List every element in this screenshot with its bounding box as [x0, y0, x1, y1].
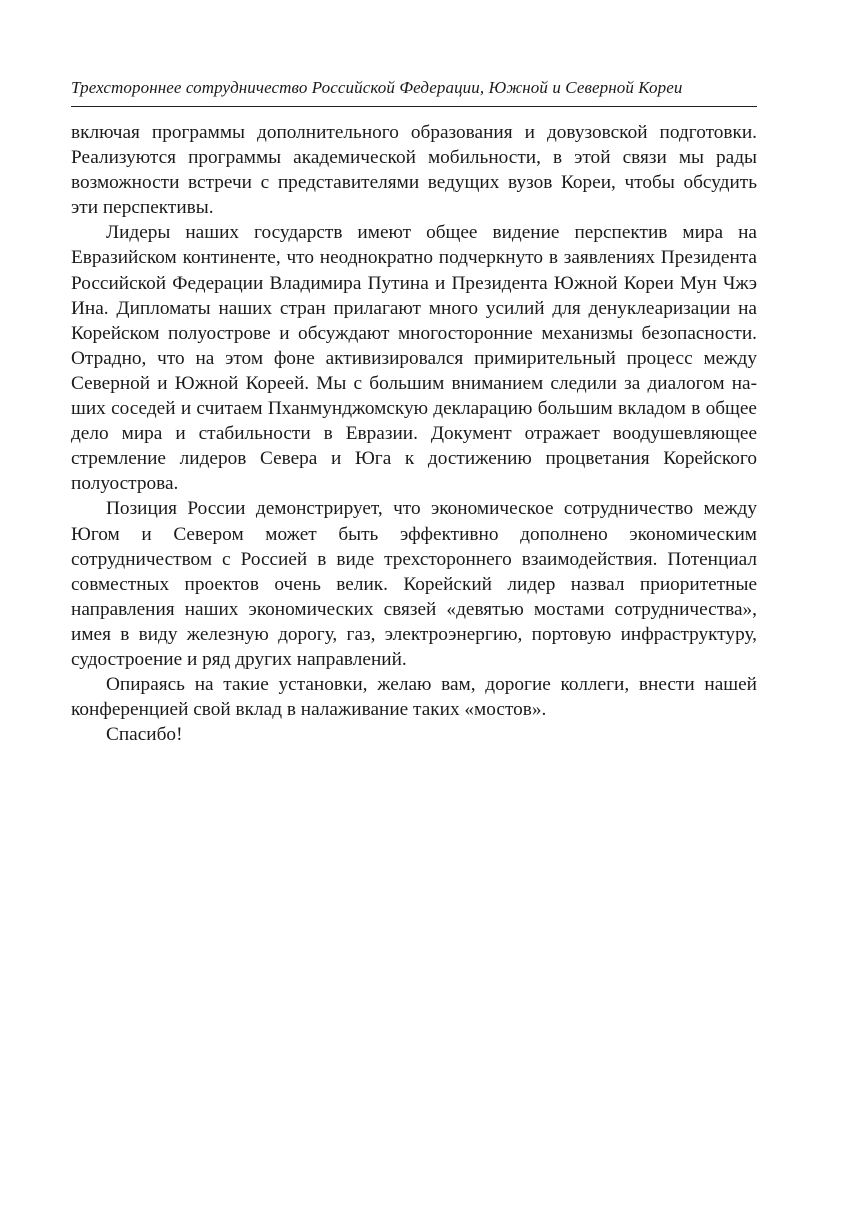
- document-page: [71, 76, 757, 747]
- paragraph-thanks: Спасибо!: [106, 724, 183, 746]
- paragraph-wishes: Опираясь на такие установки, желаю вам, дорогие коллеги, внести нашей конференцией свой вклад в налаживание таких «мостов».: [71, 674, 757, 721]
- body-text: [71, 120, 757, 747]
- paragraph-russia-position: Позиция России демонстрирует, что экономическое сотрудничество между Югом и Севером может быть эффективно дополнено экономическим сотрудничеством с Россией в виде трехстороннего взаимодействия. Потенциал совместных проектов очень велик. Корейский лидер назвал приоритетные направления наших экономических связей «девятью мостами сотрудничества», имея в виду железную дорогу, газ, электроэнергию, портовую инфраструктуру, судостроение и ряд других направлений.: [71, 498, 757, 670]
- paragraph-leaders-vision: Лидеры наших государств имеют общее видение перспектив мира на Евразийском континенте, что неоднократно подчеркнуто в заявлениях Президента Российской Федерации Владимира Путина и Президента Южной Кореи Мун Чжэ Ина. Дипломаты наших стран прилагают много усилий для денуклеаризации на Корейском полуострове и обсуждают многосторонние механизмы безопасности. Отрадно, что на этом фоне активизировался примирительный процесс между Северной и Южной Кореей. Мы с большим вниманием следили за диалогом наших соседей и считаем Пханмунджомскую декларацию большим вкладом в общее дело мира и стабильности в Евразии. Документ отражает воодушевляющее стремление лидеров Севера и Юга к достижению процветания Корейского полуострова.: [71, 222, 757, 495]
- header-rule: [71, 106, 757, 107]
- paragraph-continuation: включая программы дополнительного образования и довузовской подготовки. Реализуются программы академической мобильности, в этой связи мы рады возможности встречи с представителями ведущих вузов Кореи, чтобы обсудить эти перспективы.: [71, 122, 757, 219]
- running-header-title: Трехстороннее сотрудничество Российской Федерации, Южной и Северной Кореи: [71, 78, 683, 97]
